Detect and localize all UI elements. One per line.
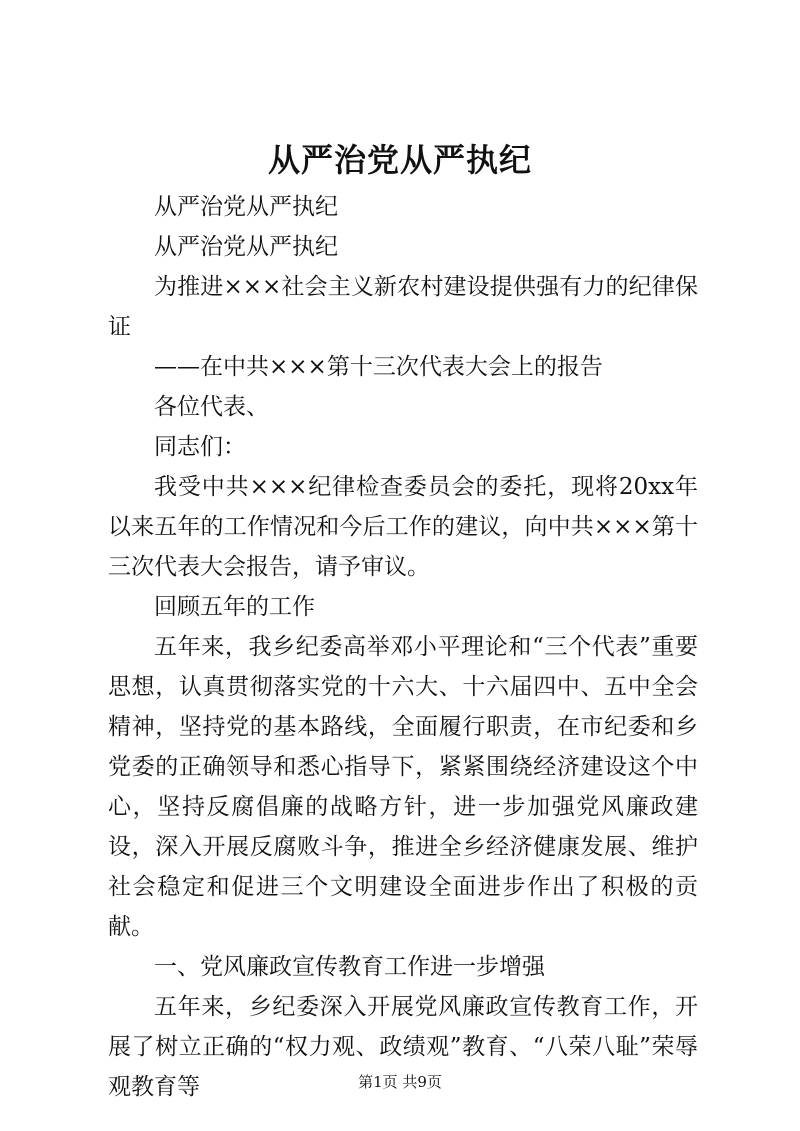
document-body (108, 187, 698, 1107)
paragraph-heading-repeat-2: 从严治党从严执纪 (154, 234, 338, 260)
paragraph-five-years-summary: 五年来，我乡纪委高举邓小平理论和“三个代表”重要思想，认真贯彻落实党的十六大、十六届四中、五中全会精神，坚持党的基本路线，全面履行职责，在市纪委和乡党委的正确领导和悉心指导下，紧紧围绕经济建设这个中心，坚持反腐倡廉的战略方针，进一步加强党风廉政建设，深入开展反腐败斗争，推进全乡经济健康发展、维护社会稳定和促进三个文明建设全面进步作出了积极的贡献。 (108, 634, 698, 940)
paragraph-report-title: 为推进×××社会主义新农村建设提供强有力的纪律保证 (108, 274, 698, 340)
page-number-footer: 第1页 共9页 (358, 1073, 442, 1091)
paragraph-intro: 我受中共×××纪律检查委员会的委托，现将20xx年以来五年的工作情况和今后工作的建议，向中共×××第十三次代表大会报告，请予审议。 (108, 474, 698, 580)
paragraph-section-one-body: 五年来，乡纪委深入开展党风廉政宣传教育工作，开展了树立正确的“权力观、政绩观”教育、“八荣八耻”荣辱观教育等 (108, 994, 698, 1100)
paragraph-report-subtitle: ——在中共×××第十三次代表大会上的报告 (154, 354, 603, 380)
paragraph-section-one-heading: 一、党风廉政宣传教育工作进一步增强 (154, 954, 545, 980)
document-title: 从严治党从严执纪 (267, 141, 532, 179)
paragraph-salutation-comrades: 同志们： (154, 434, 246, 460)
paragraph-section-review: 回顾五年的工作 (154, 594, 315, 620)
paragraph-heading-repeat-1: 从严治党从严执纪 (154, 194, 338, 220)
paragraph-salutation-delegates: 各位代表、 (154, 394, 269, 420)
